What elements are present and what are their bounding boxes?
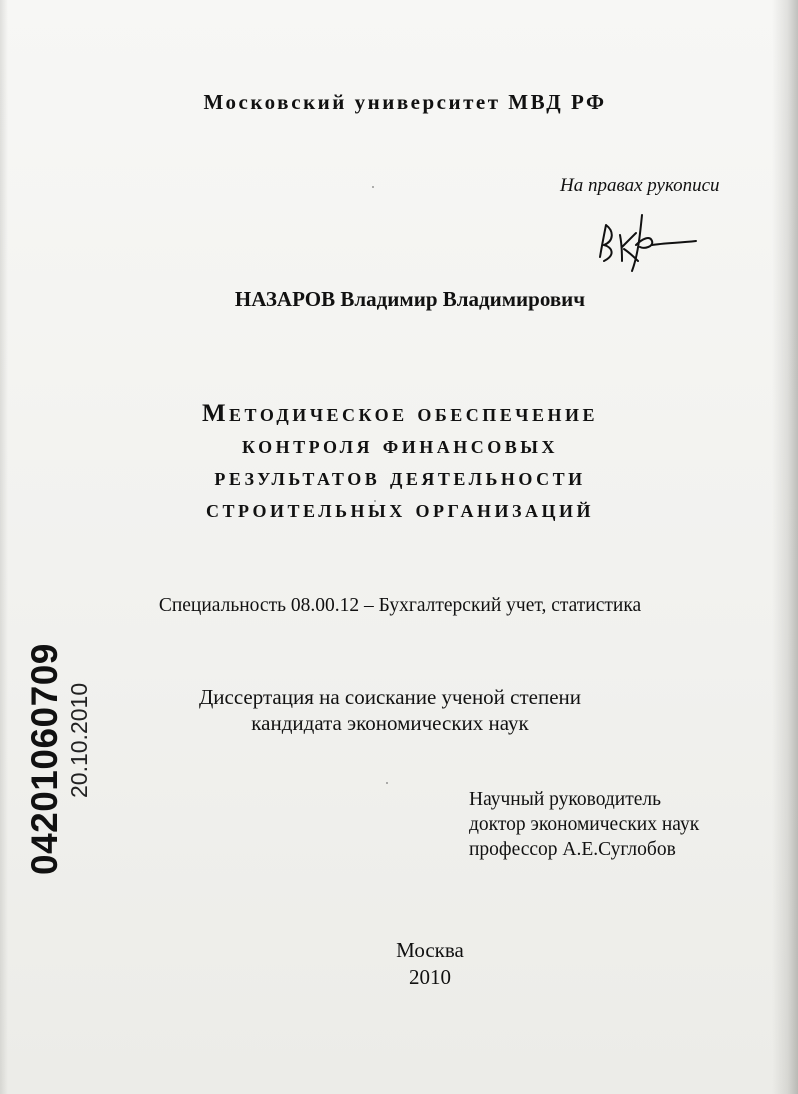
page-edge-shadow-left [0, 0, 8, 1094]
stamp-date: 20.10.2010 [66, 682, 92, 798]
dissertation-title [60, 398, 740, 526]
degree-line: Диссертация на соискание ученой степени [198, 685, 582, 709]
title-line: контроля финансовых [242, 432, 558, 459]
degree-statement [60, 684, 720, 736]
title-line: Методическое обеспечение [201, 400, 599, 427]
scan-speck [386, 782, 388, 784]
supervisor-line: Научный руководитель [469, 789, 662, 810]
supervisor-block [469, 787, 769, 862]
stamp-code: 04201060709 [24, 643, 65, 875]
year: 2010 [409, 965, 451, 989]
author-name: НАЗАРОВ Владимир Владимирович [234, 287, 586, 311]
library-stamp [4, 643, 114, 875]
supervisor-line: доктор экономических наук [469, 814, 700, 835]
specialty-line: Специальность 08.00.12 – Бухгалтерский учет, статистика [158, 595, 642, 616]
degree-line: кандидата экономических наук [251, 711, 529, 735]
handwritten-signature [592, 205, 702, 275]
page-edge-shadow-right [772, 0, 798, 1094]
manuscript-note: На правах рукописи [560, 175, 720, 196]
place-and-year [60, 937, 798, 991]
title-line: строительных организаций [206, 496, 594, 523]
title-line: результатов деятельности [214, 464, 586, 491]
city: Москва [396, 938, 464, 962]
supervisor-line: профессор А.Е.Суглобов [469, 839, 676, 860]
scan-speck [372, 186, 374, 188]
university-name: Московский университет МВД РФ [203, 90, 607, 114]
